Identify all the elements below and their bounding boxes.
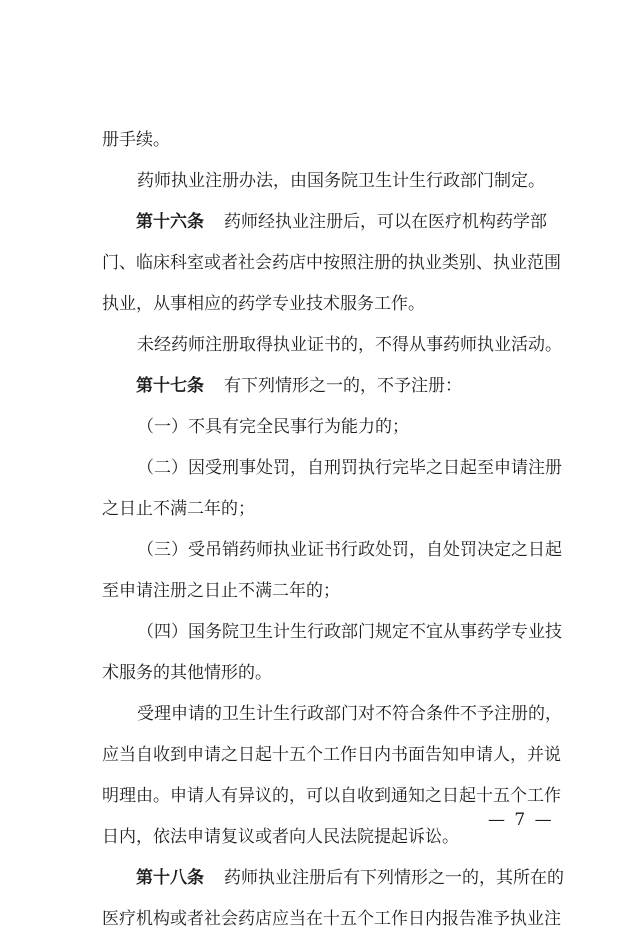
line-text: （四）国务院卫生计生行政部门规定不宜从事药学专业技	[137, 622, 562, 642]
line-text: 药师执业注册后有下列情形之一的，其所在的	[224, 868, 564, 888]
line-text: 药师执业注册办法，由国务院卫生计生行政部门制定。	[137, 171, 545, 191]
line-text: 未经药师注册取得执业证书的，不得从事药师执业活动。	[137, 335, 562, 355]
line-text: 受理申请的卫生计生行政部门对不符合条件不予注册的，	[137, 704, 562, 724]
line-text: 日内，依法申请复议或者向人民法院提起诉讼。	[102, 827, 459, 847]
line-text: （三）受吊销药师执业证书行政处罚，自处罚决定之日起	[137, 540, 562, 560]
article-number: 第十六条	[136, 212, 204, 232]
line-text: 门、临床科室或者社会药店中按照注册的执业类别、执业范围	[102, 253, 561, 273]
line-text: 有下列情形之一的，不予注册：	[224, 376, 462, 396]
article-number: 第十七条	[136, 376, 204, 396]
page-number: — 7 —	[488, 810, 554, 830]
line-text: 执业，从事相应的药学专业技术服务工作。	[102, 294, 425, 314]
line-text: （二）因受刑事处罚，自刑罚执行完毕之日起至申请注册	[137, 458, 562, 478]
line-text: （一）不具有完全民事行为能力的；	[137, 417, 409, 437]
line-text: 药师经执业注册后，可以在医疗机构药学部	[224, 212, 547, 232]
article-number: 第十八条	[136, 868, 204, 888]
line-text: 术服务的其他情形的。	[102, 663, 272, 683]
line-text: 医疗机构或者社会药店应当在十五个工作日内报告准予执业注	[102, 909, 561, 929]
line-text: 明理由。申请人有异议的，可以自收到通知之日起十五个工作	[102, 786, 561, 806]
line-text: 册手续。	[102, 130, 170, 150]
line-text: 至申请注册之日止不满二年的；	[102, 581, 340, 601]
line-text: 之日止不满二年的；	[102, 499, 255, 519]
line-text: 应当自收到申请之日起十五个工作日内书面告知申请人，并说	[102, 745, 561, 765]
